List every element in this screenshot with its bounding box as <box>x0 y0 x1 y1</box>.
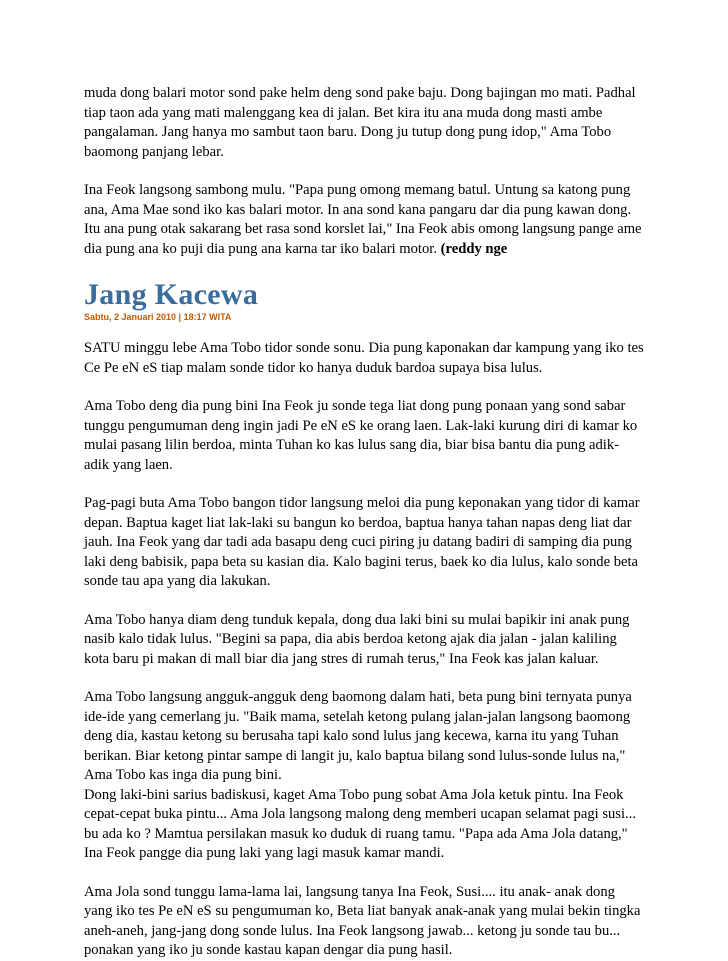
paragraph-6: Dong laki-bini sarius badiskusi, kaget Ama Tobo pung sobat Ama Jola ketuk pintu. Ina Feok cepat-cepat buka pintu... Ama Jola langsong malong deng memberi ucapan selamat pagi susi... bu ada ko ? Mamtua persilakan masuk ko duduk di ruang tamu. "Papa ada Ama Jola datang," Ina Feok pangge dia pung laki yang lagi masuk kamar mandi. <box>84 786 636 861</box>
document-page <box>84 84 644 961</box>
paragraph-top-2-text: Ina Feok langsong sambong mulu. "Papa pung omong memang batul. Untung sa katong pung ana, Ama Mae sond iko kas balari motor. In ana sond kana pangaru dar dia pung kawan dong. Itu ana pung otak sakarang bet rasa sond korslet lai," Ina Feok abis omong langsung pange ame dia pung ana ko puji dia pung ana karna tar iko balari motor. <box>84 182 642 257</box>
paragraph-4: Ama Tobo hanya diam deng tunduk kepala, dong dua laki bini su mulai bapikir ini anak pung nasib kalo tidak lulus. "Begini sa papa, dia abis berdoa ketong ajak dia jalan - jalan kaliling kota baru pi makan di mall biar dia jang stres di rumah terus," Ina Feok kas jalan kaluar. <box>84 611 630 667</box>
paragraph-1: SATU minggu lebe Ama Tobo tidor sonde sonu. Dia pung kaponakan dar kampung yang iko tes Ce Pe eN eS tiap malam sonde tidor ko hanya duduk bardoa supaya bisa lulus. <box>84 340 644 376</box>
paragraph-top-1: muda dong balari motor sond pake helm deng sond pake baju. Dong bajingan mo mati. Padhal tiap taon ada yang mati malenggang kea di jalan. Bet kira itu ana muda dong masti ambe pangalaman. Jang hanya mo sambut taon baru. Dong ju tutup dong pung idop," Ama Tobo baomong panjang lebar. <box>84 85 636 160</box>
article-date: Sabtu, 2 Januari 2010 | 18:17 WITA <box>84 312 232 322</box>
paragraph-2: Ama Tobo deng dia pung bini Ina Feok ju sonde tega liat dong pung ponaan yang sond sabar tunggu pengumuman deng ingin jadi Pe eN eS ke orang laen. Lak-laki kurung diri di kamar ko mulai pasang lilin berdoa, minta Tuhan ko kas lulus sang dia, biar bisa bantu dia pung adik-adik yang laen. <box>84 398 638 473</box>
article-title: Jang Kacewa <box>84 278 259 311</box>
paragraph-top-2 <box>84 181 644 259</box>
paragraph-5: Ama Tobo langsung angguk-angguk deng baomong dalam hati, beta pung bini ternyata punya ide-ide yang cemerlang ju. "Baik mama, setelah ketong pulang jalan-jalan langsong baomong deng dia, kastau ketong su berusaha tapi kalo sond lulus jang kecewa, karna itu yang Tuhan berikan. Biar ketong pintar sampe di langit ju, kalo baptua bilang sond lulus-sonde lulus na," Ama Tobo kas inga dia pung bini. <box>84 689 632 783</box>
paragraph-3: Pag-pagi buta Ama Tobo bangon tidor langsung meloi dia pung keponakan yang tidor di kamar depan. Baptua kaget liat lak-laki su bangun ko berdoa, baptua hanya tahan napas deng liat dar jauh. Ina Feok yang dar tadi ada basapu deng cuci piring ju datang badiri di samping dia pung laki deng babisik, papa beta su kasian dia. Kalo bagini terus, baek ko dia lulus, kalo sonde beta sonde tau apa yang dia lakukan. <box>84 495 640 589</box>
paragraph-7: Ama Jola sond tunggu lama-lama lai, langsung tanya Ina Feok, Susi.... itu anak- anak dong yang iko tes Pe eN eS su pengumuman ko, Beta liat banyak anak-anak yang mulai bekin tingka aneh-aneh, jang-jang dong sonde lulus. Ina Feok langsong jawab... ketong ju sonde tau bu... ponakan yang iko ju sonde kastau kapan dengar dia pung hasil. <box>84 883 641 958</box>
author-tag: (reddy nge <box>440 240 508 257</box>
